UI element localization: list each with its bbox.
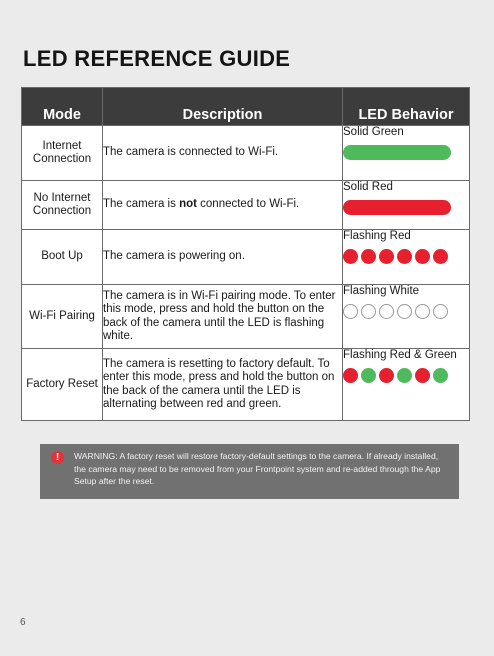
table-row <box>22 126 470 181</box>
table-header-row <box>22 88 470 126</box>
description-cell <box>103 230 343 285</box>
led-dot-white <box>343 304 358 319</box>
led-label: Flashing Red <box>343 230 411 242</box>
led-dots <box>343 249 469 264</box>
led-behavior-cell <box>343 126 470 181</box>
description-cell <box>103 285 343 349</box>
emphasis-text: not <box>179 198 197 211</box>
table-row <box>22 349 470 421</box>
led-label: Flashing White <box>343 285 420 297</box>
exclamation-icon: ! <box>51 451 64 464</box>
led-dot-red <box>379 368 394 383</box>
header-led-behavior: LED Behavior <box>343 88 470 126</box>
led-reference-table <box>21 87 470 421</box>
led-behavior-cell <box>343 285 470 349</box>
warning-box <box>40 444 459 499</box>
page-number: 6 <box>20 617 26 628</box>
table-row <box>22 285 470 349</box>
description-cell <box>103 126 343 181</box>
led-label: Solid Green <box>343 126 404 138</box>
led-bar-green <box>343 145 451 160</box>
description-text: The camera is <box>103 198 180 211</box>
description-text: connected to Wi-Fi. <box>196 198 300 211</box>
table-row <box>22 230 470 285</box>
led-dot-white <box>361 304 376 319</box>
led-dot-green <box>361 368 376 383</box>
description-text: The camera is resetting to factory default. To enter this mode, press and hold the button on the back of the camera until the LED is alternating between red and green. <box>103 357 335 410</box>
led-dots <box>343 304 469 319</box>
led-bar-red <box>343 200 451 215</box>
led-dot-white <box>433 304 448 319</box>
led-dots <box>343 368 469 383</box>
header-mode: Mode <box>22 88 103 126</box>
led-dot-white <box>397 304 412 319</box>
led-dot-white <box>379 304 394 319</box>
led-dot-red <box>397 249 412 264</box>
led-dot-red <box>343 368 358 383</box>
mode-cell: No Internet Connection <box>22 181 103 230</box>
led-dot-red <box>343 249 358 264</box>
led-dot-red <box>415 368 430 383</box>
header-description: Description <box>103 88 343 126</box>
description-cell <box>103 181 343 230</box>
warning-text: WARNING: A factory reset will restore factory-default settings to the camera. If already installed, the camera may need to be removed from your Frontpoint system and re-added through the App Setup after the reset. <box>74 451 441 486</box>
led-behavior-cell <box>343 230 470 285</box>
led-behavior-cell <box>343 181 470 230</box>
table-row <box>22 181 470 230</box>
description-cell <box>103 349 343 421</box>
mode-cell: Factory Reset <box>22 349 103 421</box>
led-label: Flashing Red & Green <box>343 349 457 361</box>
mode-cell: Internet Connection <box>22 126 103 181</box>
led-label: Solid Red <box>343 181 393 193</box>
led-dot-red <box>415 249 430 264</box>
led-dot-green <box>433 368 448 383</box>
page-title: LED REFERENCE GUIDE <box>23 46 291 71</box>
led-dot-red <box>433 249 448 264</box>
led-dot-red <box>361 249 376 264</box>
mode-cell: Boot Up <box>22 230 103 285</box>
description-text: The camera is connected to Wi-Fi. <box>103 146 279 159</box>
led-behavior-cell <box>343 349 470 421</box>
led-dot-white <box>415 304 430 319</box>
description-text: The camera is powering on. <box>103 250 245 263</box>
led-dot-green <box>397 368 412 383</box>
led-dot-red <box>379 249 394 264</box>
mode-cell: Wi-Fi Pairing <box>22 285 103 349</box>
description-text: The camera is in Wi-Fi pairing mode. To enter this mode, press and hold the button on the back of the camera until the LED is flashing white. <box>103 289 336 342</box>
